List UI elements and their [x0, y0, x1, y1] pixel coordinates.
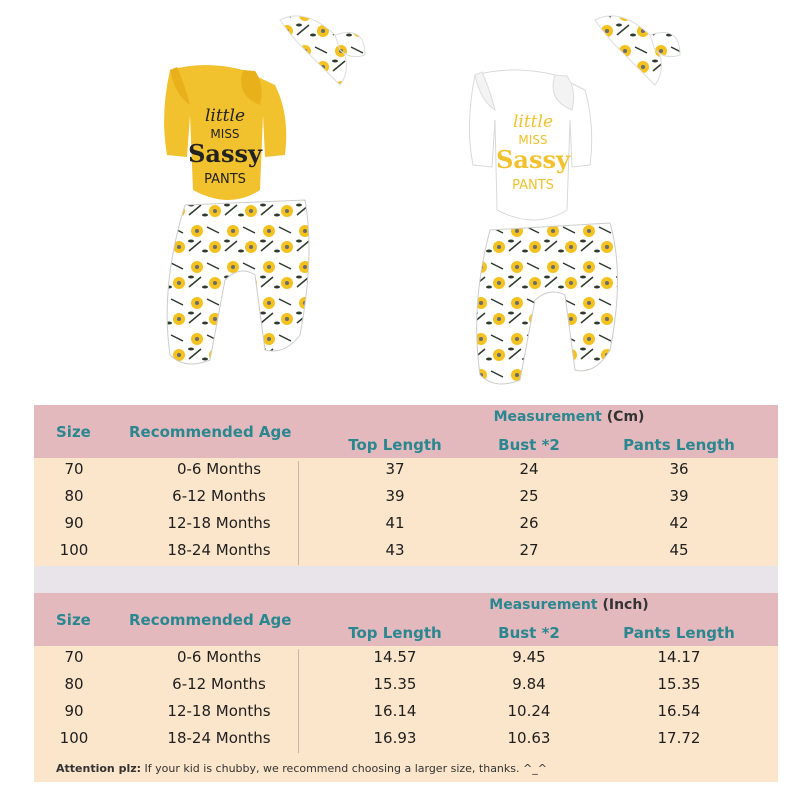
header-top-length: Top Length — [348, 624, 442, 642]
svg-text:MISS: MISS — [210, 127, 240, 141]
table-separator — [34, 566, 778, 593]
table-row: 70 0-6 Months 14.57 9.45 14.17 — [64, 648, 701, 666]
size-table-inch — [34, 593, 778, 755]
svg-text:little: little — [512, 112, 554, 132]
svg-text:PANTS: PANTS — [512, 178, 554, 193]
header-size: Size — [56, 611, 91, 629]
header-size: Size — [56, 423, 91, 441]
table-row: 100 18-24 Months 16.93 10.63 17.72 — [59, 729, 701, 747]
attention-note — [34, 755, 778, 782]
header-pants-length: Pants Length — [623, 624, 735, 642]
header-bust: Bust *2 — [498, 436, 560, 454]
size-table-cm — [34, 405, 778, 567]
table-header — [34, 593, 778, 646]
table-row: 90 12-18 Months 16.14 10.24 16.54 — [64, 702, 701, 720]
yellow-floral-pants — [167, 200, 309, 364]
svg-text:Sassy: Sassy — [496, 145, 570, 174]
table-row: 80 6-12 Months 15.35 9.84 15.35 — [64, 675, 701, 693]
table-header — [34, 405, 778, 458]
svg-text:little: little — [204, 106, 246, 126]
attention-label: Attention plz: — [56, 762, 142, 775]
header-bust: Bust *2 — [498, 624, 560, 642]
table-row: 70 0-6 Months 37 24 36 — [64, 460, 689, 478]
product-image-white — [435, 5, 695, 395]
header-measurement: Measurement (Cm) — [493, 409, 645, 425]
header-age: Recommended Age — [129, 611, 292, 629]
svg-text:PANTS: PANTS — [204, 172, 246, 187]
svg-text:Sassy: Sassy — [188, 139, 262, 168]
table-body — [34, 646, 778, 755]
table-row: 100 18-24 Months 43 27 45 — [59, 541, 689, 559]
header-pants-length: Pants Length — [623, 436, 735, 454]
table-row: 80 6-12 Months 39 25 39 — [64, 487, 689, 505]
product-image-yellow — [115, 5, 375, 395]
table-body — [34, 458, 778, 567]
attention-text: If your kid is chubby, we recommend choosing a larger size, thanks. ^_^ — [141, 762, 547, 775]
header-age: Recommended Age — [129, 423, 292, 441]
header-top-length: Top Length — [348, 436, 442, 454]
header-measurement: Measurement (Inch) — [489, 597, 649, 613]
white-floral-pants — [477, 223, 618, 384]
table-row: 90 12-18 Months 41 26 42 — [64, 514, 689, 532]
svg-text:MISS: MISS — [518, 133, 548, 147]
